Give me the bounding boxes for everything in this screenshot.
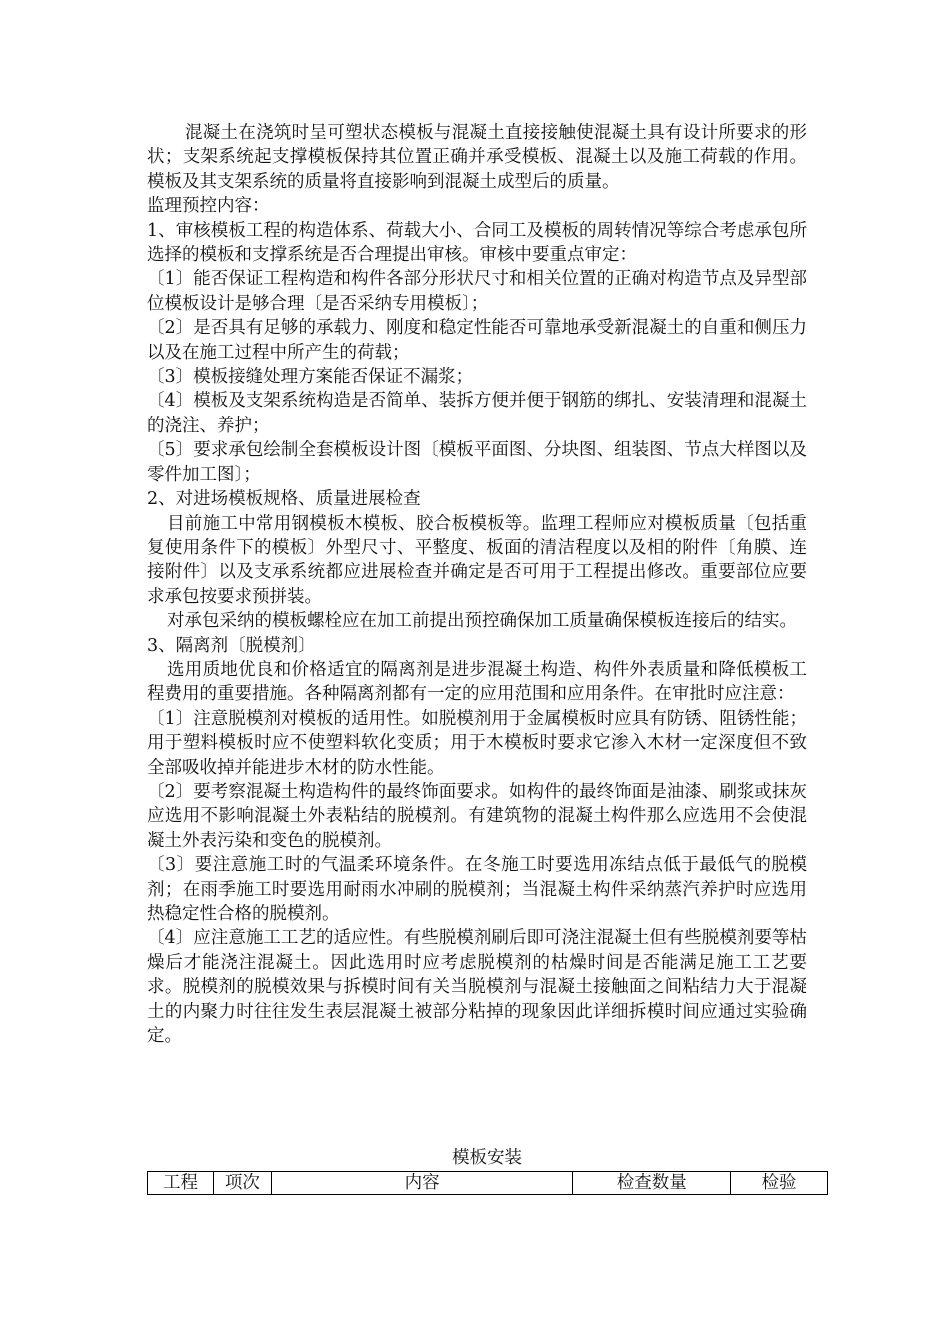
sub-item-3: 〔3〕模板接缝处理方案能否保证不漏浆； xyxy=(147,367,474,388)
sub-item-5: 〔5〕要求承包绘制全套模板设计图〔模板平面图、分块图、组装图、节点大样图以及零件加工图〕； xyxy=(147,440,807,485)
sub-item-1: 〔1〕能否保证工程构造和构件各部分形状尺寸和相关位置的正确对构造节点及异型部位模板设计是够合理〔是否采纳专用模板〕； xyxy=(147,269,807,314)
table-header-row xyxy=(148,1172,828,1195)
section-heading-supervision: 监理预控内容： xyxy=(147,196,270,217)
item-2-heading: 2、对进场模板规格、质量进展检查 xyxy=(147,489,421,510)
item-1-paragraph: 1、审核模板工程的构造体系、荷载大小、合同工及模板的周转情况等综合考虑承包所选择的模板和支撑系统是否合理提出审核。审核中要重点审定： xyxy=(147,220,807,266)
document-body xyxy=(147,121,807,1048)
intro-paragraph: 混凝土在浇筑时呈可塑状态模板与混凝土直接接触使混凝土具有设计所要求的形状；支架系统起支撑模板保持其位置正确并承受模板、混凝土以及施工荷载的作用。模板及其支架系统的质量将直接影响到混凝土成型后的质量。 xyxy=(147,123,807,192)
inspection-table xyxy=(147,1171,828,1195)
item-3-heading: 3、隔离剂〔脱模剂〕 xyxy=(147,635,316,656)
release-agent-item-4: 〔4〕应注意施工工艺的适应性。有些脱模剂刷后即可浇注混凝土但有些脱模剂要等枯燥后才能浇注混凝土。因此选用时应考虑脱模剂的枯燥时间是否能满足施工工艺要求。脱模剂的脱模效果与拆模时间有关当脱模剂与混凝土接触面之间粘结力大于混凝土的内聚力时往往发生表层混凝土被部分粘掉的现象因此详细拆模时间应通过实验确定。 xyxy=(147,928,807,1047)
header-item-number: 项次 xyxy=(213,1172,271,1195)
sub-item-4: 〔4〕模板及支架系统构造是否简单、装拆方便并便于钢筋的绑扎、安装清理和混凝土的浇注、养护； xyxy=(147,391,807,436)
table-title: 模板安装 xyxy=(452,1148,522,1168)
item-2-bolt-paragraph: 对承包采纳的模板螺栓应在加工前提出预控确保加工质量确保模板连接后的结实。 xyxy=(167,611,797,632)
release-agent-item-1: 〔1〕注意脱模剂对模板的适用性。如脱模剂用于金属模板时应具有防锈、阻锈性能；用于塑料模板时应不使塑料软化变质；用于木模板时要求它渗入木材一定深度但不致全部吸收掉并能进步木材的防水性能。 xyxy=(147,708,807,778)
header-inspection: 检验 xyxy=(731,1172,828,1195)
header-content: 内容 xyxy=(271,1172,573,1195)
header-project: 工程 xyxy=(148,1172,214,1195)
item-3-paragraph: 选用质地优良和价格适宜的隔离剂是进步混凝土构造、构件外表质量和降低模板工程费用的重要措施。各种隔离剂都有一定的应用范围和应用条件。在审批时应注意： xyxy=(147,659,807,705)
header-inspection-quantity: 检查数量 xyxy=(573,1172,731,1195)
release-agent-item-3: 〔3〕要注意施工时的气温柔环境条件。在冬施工时要选用冻结点低于最低气的脱模剂；在雨季施工时要选用耐雨水冲刷的脱模剂；当混凝土构件采纳蒸汽养护时应选用热稳定性合格的脱模剂。 xyxy=(147,855,807,924)
sub-item-2: 〔2〕是否具有足够的承载力、刚度和稳定性能否可靠地承受新混凝土的自重和侧压力以及在施工过程中所产生的荷载； xyxy=(147,318,807,363)
release-agent-item-2: 〔2〕要考察混凝土构造构件的最终饰面要求。如构件的最终饰面是油漆、刷浆或抹灰应选用不影响混凝土外表粘结的脱模剂。有建筑物的混凝土构件那么应选用不会使混凝土外表污染和变色的脱模剂。 xyxy=(147,781,807,851)
item-2-paragraph: 目前施工中常用钢模板木模板、胶合板模板等。监理工程师应对模板质量〔包括重复使用条件下的模板〕外型尺寸、平整度、板面的清洁程度以及相的附件〔角膜、连接附件〕以及支承系统都应进展检查并确定是否可用于工程提出修改。重要部位应要求承包按要求预拼装。 xyxy=(147,513,807,607)
